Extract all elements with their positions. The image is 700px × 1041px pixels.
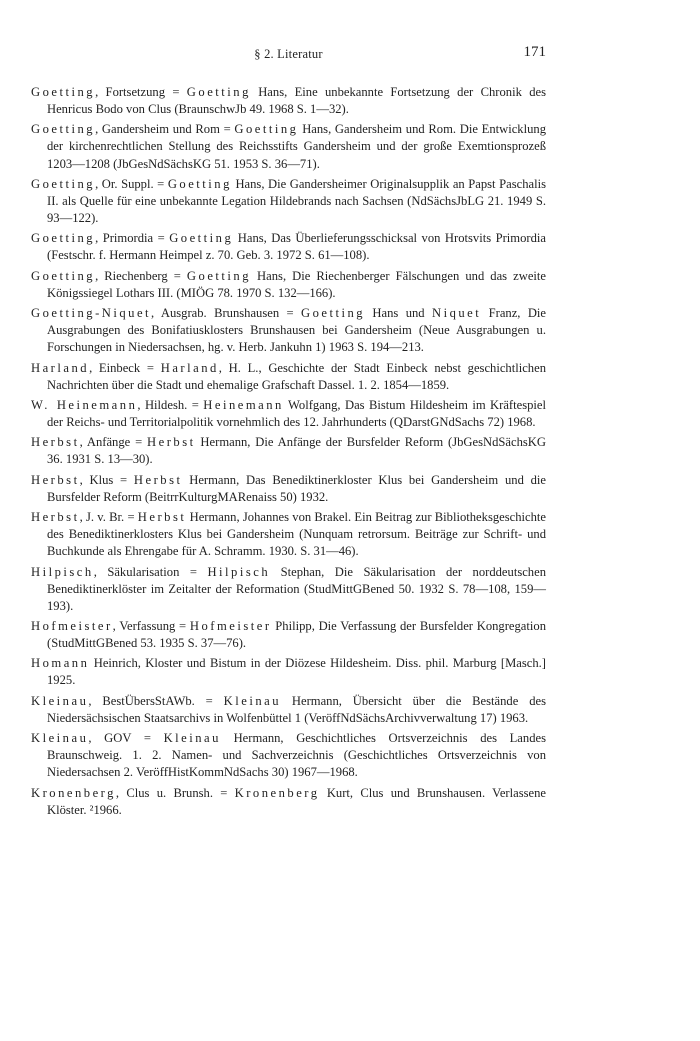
entry-text: Hans, Gandersheim und Rom. Die Entwicklung der kirchenrechtlichen Stellung des Reichsstifts Gandersheim und der große Exemtionsprozeß 1203—1208 (JbGesNdSächsKG 51. 1953 S. 36—71).: [47, 122, 546, 171]
entry-author: Goetting: [31, 122, 96, 137]
entry-key: , BestÜbersStAWb. =: [88, 693, 224, 708]
entry-author-repeat: Goetting: [169, 231, 234, 246]
bibliography-entry: [31, 176, 546, 227]
bibliography-list: [31, 84, 546, 822]
entry-author: Harland: [31, 360, 90, 375]
entry-author: Herbst: [31, 435, 80, 450]
entry-text: Hans, Die Riechenberger Fälschungen und das zweite Königssiegel Lothars III. (MIÖG 78. 1970 S. 132—166).: [47, 268, 547, 300]
bibliography-entry: [31, 84, 546, 118]
bibliography-entry: [31, 509, 546, 560]
entry-text: Wolfgang, Das Bistum Hildesheim im Kräftespiel der Reichs- und Territorialpolitik vornehmlich des 12. Jahrhunderts (QDarstGNdSachs 72) 1968.: [47, 397, 546, 429]
entry-author-repeat: Hilpisch: [207, 564, 271, 579]
entry-text: Hans und: [365, 306, 432, 321]
page-number: 171: [523, 44, 546, 60]
entry-author: Kronenberg: [31, 785, 116, 800]
entry-author: Hilpisch: [31, 564, 94, 579]
entry-key: , Or. Suppl. =: [95, 176, 168, 191]
entry-text: , H. L., Geschichte der Stadt Einbeck nebst geschichtlichen Nachrichten über die Stadt und ehemalige Grafschaft Dassel. 1. 2. 1854—1859.: [47, 360, 546, 392]
entry-key: , GOV =: [88, 731, 164, 746]
entry-author-repeat: Herbst: [147, 435, 196, 450]
entry-key: , J. v. Br. =: [79, 510, 138, 525]
entry-text: Hermann, Die Anfänge der Bursfelder Reform (JbGesNdSächsKG 36. 1931 S. 13—30).: [47, 435, 546, 467]
bibliography-entry: [31, 730, 546, 781]
bibliography-entry: [31, 305, 546, 356]
entry-key: Heinrich, Kloster und Bistum in der Diözese Hildesheim. Diss. phil. Marburg [Masch.] 1925.: [47, 656, 546, 688]
entry-author: Herbst: [31, 510, 80, 525]
entry-author: Goetting-Niquet: [31, 306, 152, 321]
entry-text: Hermann, Geschichtliches Ortsverzeichnis des Landes Braunschweig. 1. 2. Namen- und Sachverzeichnis (Geschichtliches Ortsverzeichnis von Niedersachsen 2. VeröffHistKommNdSachs 30) 1967—1968.: [47, 731, 546, 780]
entry-key: , Riechenberg =: [95, 268, 187, 283]
entry-author-repeat: Kleinau: [223, 693, 282, 708]
entry-key: , Clus u. Brunsh. =: [115, 785, 235, 800]
bibliography-entry: [31, 564, 546, 615]
entry-key: , Verfassung =: [112, 618, 190, 633]
bibliography-entry: [31, 618, 546, 652]
entry-text: Philipp, Die Verfassung der Bursfelder Kongregation (StudMittGBened 53. 1935 S. 37—76).: [47, 618, 546, 651]
entry-key: , Primordia =: [95, 231, 170, 246]
entry-key: , Fortsetzung =: [95, 85, 187, 99]
entry-text: Hermann, Das Benediktinerkloster Klus bei Gandersheim und die Bursfelder Reform (BeitrrKulturgMARenaiss 50) 1932.: [47, 472, 546, 504]
entry-text: Kurt, Clus und Brunshausen. Verlassene Klöster. ²1966.: [47, 785, 546, 817]
entry-author-repeat: Goetting: [234, 122, 299, 137]
entry-author-repeat: Hofmeister: [189, 618, 272, 633]
entry-author-repeat: Goetting: [186, 85, 251, 99]
entry-key: , Klus =: [79, 472, 134, 487]
entry-text: Hans, Das Überlieferungsschicksal von Hrotsvits Primordia (Festschr. f. Hermann Heimpel z. 70. Geb. 3. 1972 S. 61—108).: [47, 231, 546, 263]
bibliography-entry: [31, 693, 546, 727]
page-header: [31, 44, 546, 66]
entry-text: Hermann, Johannes von Brakel. Ein Beitrag zur Bibliotheksgeschichte des Benediktinerklosters Klus bei Gandersheim (Nunquam retrorsum. Beiträge zur Schrift- und Buchkunde als Ehrengabe für A. Schramm. 1930. S. 31—46).: [47, 510, 546, 559]
entry-coauthor: Niquet: [431, 306, 482, 321]
entry-author: Goetting: [31, 268, 96, 283]
entry-text-continued: Franz, Die Ausgrabungen des Bonifatiusklosters Brunshausen bei Gandersheim (Neue Ausgrabungen u. Forschungen in Niedersachsen, hg. v. Herb. Jankuhn 1) 1963 S. 194—213.: [47, 306, 547, 355]
entry-author: Kleinau: [31, 731, 89, 746]
entry-author: Kleinau: [31, 693, 89, 708]
entry-key: , Gandersheim und Rom =: [95, 122, 235, 137]
entry-author: Goetting: [31, 85, 96, 99]
entry-author: Herbst: [31, 472, 80, 487]
bibliography-entry: [31, 397, 546, 431]
entry-author: Hofmeister: [31, 618, 113, 633]
entry-text: Stephan, Die Säkularisation der norddeutschen Benediktinerklöster im Zeitalter der Reformation (StudMittGBened 50. 1932 S. 78—108, 159—193).: [47, 564, 546, 613]
entry-author: Goetting: [31, 231, 96, 246]
entry-author: W. Heinemann: [31, 397, 138, 412]
entry-author-repeat: Heinemann: [203, 397, 284, 412]
entry-author-repeat: Kleinau: [163, 731, 221, 746]
bibliography-entry: [31, 360, 546, 394]
entry-key: , Ausgrab. Brunshausen =: [151, 306, 301, 321]
entry-author-repeat: Harland: [160, 360, 219, 375]
bibliography-entry: [31, 268, 546, 302]
running-head: § 2. Literatur: [254, 47, 323, 61]
bibliography-entry: [31, 434, 546, 468]
entry-author: Goetting: [31, 176, 96, 191]
entry-author-repeat: Herbst: [133, 472, 183, 487]
bibliography-entry: [31, 472, 546, 506]
bibliography-entry: [31, 230, 546, 264]
entry-key: , Einbeck =: [89, 360, 161, 375]
bibliography-entry: [31, 785, 546, 819]
entry-text: Hermann, Übersicht über die Bestände des Niedersächsischen Staatsarchivs in Wolfenbüttel 1 (VeröffNdSächsArchivverwaltung 17) 1963.: [47, 693, 546, 725]
entry-key: , Hildesh. =: [137, 397, 204, 412]
entry-text: Hans, Eine unbekannte Fortsetzung der Chronik des Henricus Bodo von Clus (BraunschwJb 49. 1968 S. 1—32).: [47, 85, 546, 117]
entry-author-repeat: Goetting: [186, 268, 251, 283]
bibliography-entry: [31, 121, 546, 172]
entry-author-repeat: Kronenberg: [234, 785, 320, 800]
entry-author-repeat: Herbst: [137, 510, 187, 525]
entry-key: , Anfänge =: [79, 435, 148, 450]
entry-author: Homann: [31, 656, 90, 671]
entry-author-repeat: Goetting: [167, 176, 232, 191]
entry-key: , Säkularisation =: [93, 564, 208, 579]
entry-author-repeat: Goetting: [300, 306, 366, 321]
bibliography-entry: [31, 655, 546, 689]
entry-text: Hans, Die Gandersheimer Originalsupplik an Papst Paschalis II. als Quelle für eine unbekannte Legation Hildebrands nach Sachsen (NdSächsJbLG 21. 1949 S. 93—122).: [47, 176, 546, 226]
